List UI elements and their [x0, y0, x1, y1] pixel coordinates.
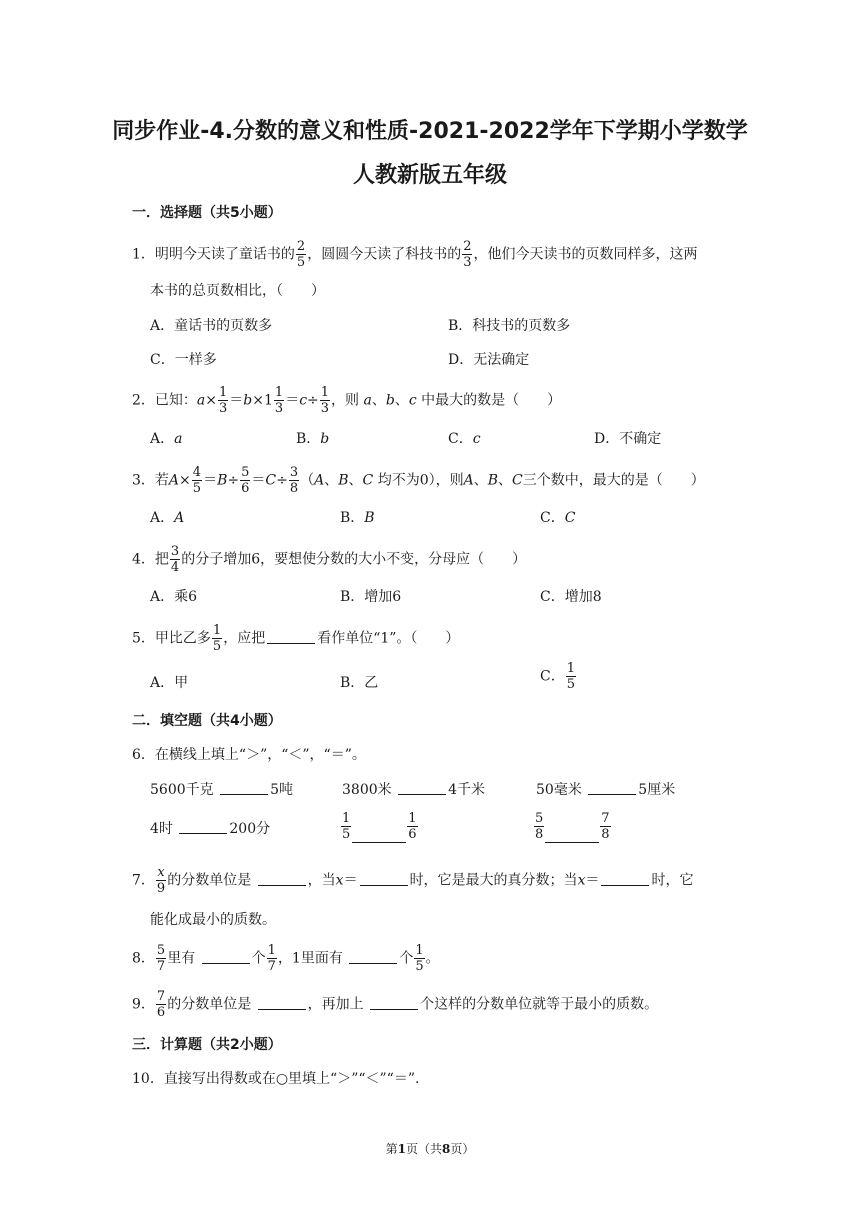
q1-option-a[interactable]: A．童话书的页数多 [150, 318, 273, 334]
section-heading-calc: 三．计算题（共2小题） [132, 1037, 282, 1053]
q1-option-c[interactable]: C．一样多 [150, 352, 217, 368]
q2-option-a[interactable]: A．a [150, 431, 183, 447]
q3-option-c[interactable]: C．C [540, 510, 576, 526]
fraction: $\frac{4}{5}$ [192, 465, 202, 496]
q1-option-b[interactable]: B．科技书的页数多 [448, 318, 571, 334]
answer-blank[interactable] [398, 794, 446, 795]
page-title-line2: 人教新版五年级 [352, 163, 507, 188]
q6-item-1: 5600千克 5吨 [150, 782, 294, 798]
fraction: $\frac{7}{6}$ [156, 989, 166, 1020]
q4-option-a[interactable]: A．乘6 [150, 589, 198, 605]
fraction: $\frac{1}{7}$ [267, 943, 276, 974]
fraction: $\frac{3}{4}$ [170, 544, 180, 575]
question-10: 10．直接写出得数或在○里填上“＞”“＜”“＝”. [132, 1071, 420, 1087]
page-footer: 第1页（共8页） [385, 1142, 475, 1156]
q2-option-b[interactable]: B．b [296, 431, 330, 447]
question-1-continued: 本书的总页数相比，（ ） [150, 283, 325, 299]
fraction: $\frac{5}{7}$ [156, 943, 166, 974]
q5-option-a[interactable]: A．甲 [150, 675, 189, 691]
q5-option-c[interactable]: C． $\frac{1}{5}$ [540, 661, 575, 692]
question-8: 8． $\frac{5}{7}$ 里有 个 $\frac{1}{7}$ ，1里面有 个 $\frac{1}{5}$ 。 [132, 943, 440, 974]
fraction: $\frac{1}{3}$ [320, 385, 330, 416]
answer-blank[interactable] [360, 885, 408, 886]
answer-blank[interactable] [349, 963, 397, 964]
fraction: $\frac{1}{6}$ [408, 811, 417, 842]
q6-item-3: 50毫米 5厘米 [536, 782, 676, 798]
section-heading-fill: 二．填空题（共4小题） [132, 713, 282, 729]
page-title-line1: 同步作业-4.分数的意义和性质-2021-2022学年下学期小学数学 [112, 119, 748, 144]
question-5: 5．甲比乙多 $\frac{1}{5}$ ，应把 看作单位“1”。（ ） [132, 623, 460, 654]
fraction: $\frac{1}{5}$ [342, 811, 351, 842]
fraction: $\frac{5}{6}$ [241, 465, 250, 496]
fraction: $\frac{1}{3}$ [274, 385, 284, 416]
q3-option-b[interactable]: B．B [340, 510, 375, 526]
q6-item-6 [533, 812, 612, 843]
answer-blank[interactable] [545, 842, 599, 843]
fraction: $\frac{1}{5}$ [212, 623, 222, 654]
fraction: $\frac{x}{9}$ [156, 865, 166, 896]
fraction: $\frac{2}{5}$ [296, 239, 306, 270]
fraction: $\frac{2}{3}$ [463, 239, 472, 270]
question-2: 2．已知：a× $\frac{1}{3}$ ＝b×1 $\frac{1}{3}$ ＝c÷ $\frac{1}{3}$ ，则 a、b、c 中最大的数是（ ） [132, 385, 562, 416]
question-3: 3．若A× $\frac{4}{5}$ ＝B÷ $\frac{5}{6}$ ＝C÷ $\frac{3}{8}$ （A、B、C 均不为0），则A、B、C三个数中，最大的是（ ） [132, 465, 705, 496]
answer-blank[interactable] [258, 1009, 306, 1010]
section-heading-choice: 一．选择题（共5小题） [132, 205, 282, 221]
q5-option-b[interactable]: B．乙 [340, 675, 379, 691]
answer-blank[interactable] [601, 885, 649, 886]
fraction: $\frac{1}{5}$ [415, 943, 424, 974]
answer-blank[interactable] [179, 833, 227, 834]
answer-blank[interactable] [202, 963, 250, 964]
fraction: $\frac{7}{8}$ [601, 811, 610, 842]
answer-blank[interactable] [220, 794, 268, 795]
question-4: 4．把 $\frac{3}{4}$ 的分子增加6，要想使分数的大小不变，分母应（ ） [132, 544, 527, 575]
q4-option-b[interactable]: B．增加6 [340, 589, 402, 605]
q2-option-d[interactable]: D．不确定 [594, 431, 662, 447]
q4-option-c[interactable]: C．增加8 [540, 589, 602, 605]
q6-item-5 [340, 812, 419, 843]
question-9: 9． $\frac{7}{6}$ 的分数单位是 ，再加上 个这样的分数单位就等于最小的质数。 [132, 989, 659, 1020]
q3-option-a[interactable]: A．A [150, 510, 185, 526]
question-7-continued: 能化成最小的质数。 [150, 912, 276, 928]
answer-blank[interactable] [370, 1009, 418, 1010]
fraction: $\frac{1}{3}$ [219, 385, 228, 416]
answer-blank[interactable] [267, 643, 315, 644]
fraction: $\frac{1}{5}$ [566, 661, 575, 692]
q6-item-2: 3800米 4千米 [342, 782, 486, 798]
answer-blank[interactable] [258, 885, 306, 886]
fraction: $\frac{3}{8}$ [289, 465, 299, 496]
q6-item-4: 4时 200分 [150, 821, 271, 837]
answer-blank[interactable] [588, 794, 636, 795]
fraction: $\frac{5}{8}$ [535, 811, 544, 842]
answer-blank[interactable] [352, 842, 406, 843]
question-6: 6．在横线上填上“＞”，“＜”，“＝”。 [132, 747, 366, 763]
question-1: 1．明明今天读了童话书的 $\frac{2}{5}$ ，圆圆今天读了科技书的 $\frac{2}{3}$ ，他们今天读书的页数同样多，这两 [132, 239, 698, 270]
q1-option-d[interactable]: D．无法确定 [448, 352, 530, 368]
question-7: 7． $\frac{x}{9}$ 的分数单位是 ，当x＝ 时，它是最大的真分数；当x＝ 时，它 [132, 865, 694, 896]
q2-option-c[interactable]: C．c [448, 431, 481, 447]
